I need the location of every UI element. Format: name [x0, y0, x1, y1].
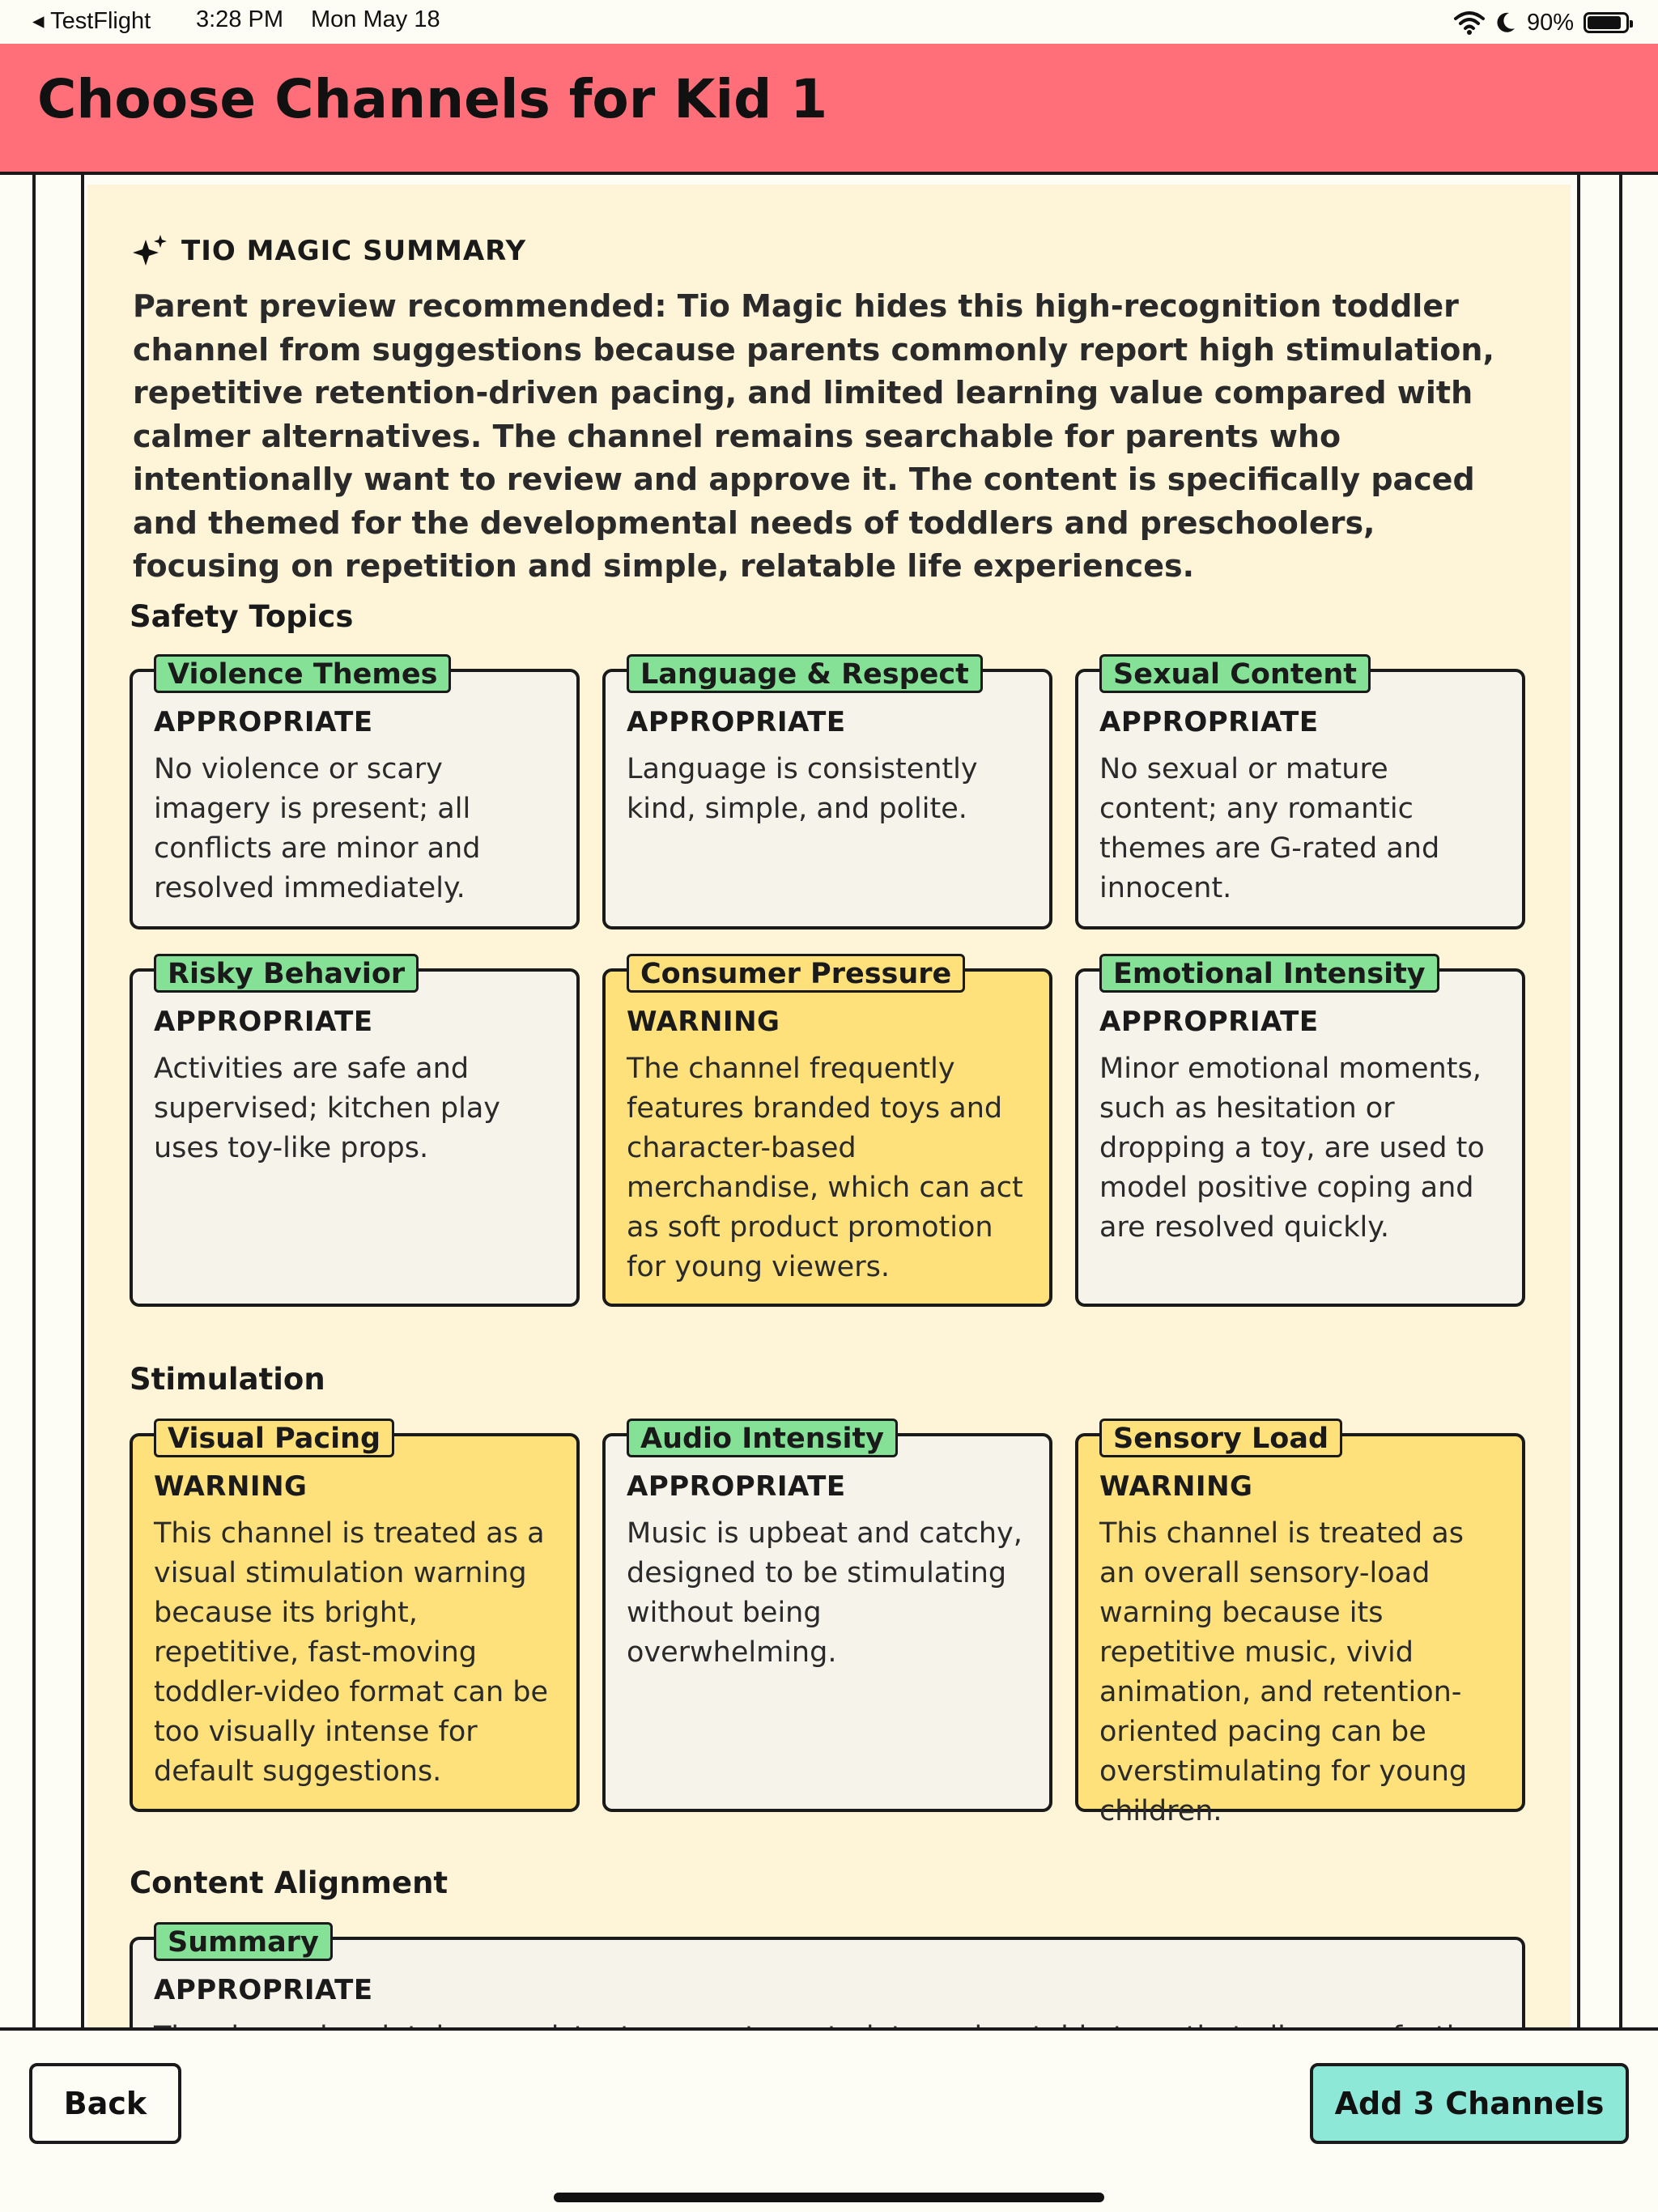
- card-status: WARNING: [1099, 1470, 1253, 1503]
- frame-right-inner: [1577, 175, 1580, 2029]
- add-channels-button[interactable]: Add 3 Channels: [1310, 2063, 1629, 2144]
- card-text: Activities are safe and supervised; kitchen play uses toy-like props.: [154, 1053, 500, 1164]
- card-text: This channel is treated as a visual stimulation warning because its bright, repetitive, fast-moving toddler-video format can be too visually intense for default suggestions.: [154, 1517, 549, 1788]
- card-audio-intensity: [602, 1423, 1052, 1812]
- status-bar: [0, 0, 1658, 44]
- card-visual-pacing: [130, 1423, 580, 1812]
- card-risky-behavior: [130, 958, 580, 1307]
- card-text: Language is consistently kind, simple, and polite.: [627, 753, 978, 825]
- card-violence-themes: [130, 658, 580, 929]
- frame-left-outer: [32, 175, 36, 2029]
- card-status: APPROPRIATE: [627, 706, 846, 738]
- wifi-icon: [1454, 11, 1485, 35]
- card-text: The channel frequently features branded toys and character-based merchandise, which can act as soft product promotion for young viewers.: [627, 1053, 1023, 1283]
- card-tag: Summary: [154, 1922, 333, 1961]
- card-language-respect: [602, 658, 1052, 929]
- card-sexual-content: [1075, 658, 1525, 929]
- card-text: No sexual or mature content; any romantic themes are G-rated and innocent.: [1099, 753, 1440, 904]
- card-tag: Violence Themes: [154, 654, 451, 693]
- back-to-testflight-link[interactable]: ◂ TestFlight: [32, 8, 151, 34]
- card-tag: Risky Behavior: [154, 954, 419, 993]
- card-tag: Visual Pacing: [154, 1419, 394, 1457]
- card-status: APPROPRIATE: [1099, 706, 1319, 738]
- status-indicators: [1454, 6, 1629, 39]
- card-tag: Language & Respect: [627, 654, 983, 693]
- home-indicator[interactable]: [554, 2193, 1104, 2202]
- card-status: APPROPRIATE: [154, 706, 373, 738]
- moon-icon: [1494, 11, 1517, 35]
- card-status: WARNING: [627, 1006, 780, 1038]
- magic-summary-title: TIO MAGIC SUMMARY: [181, 235, 527, 267]
- sparkle-icon: [133, 233, 168, 269]
- card-tag: Emotional Intensity: [1099, 954, 1439, 993]
- card-emotional-intensity: [1075, 958, 1525, 1307]
- card-tag: Consumer Pressure: [627, 954, 965, 993]
- card-status: APPROPRIATE: [627, 1470, 846, 1503]
- magic-summary-heading: [133, 233, 526, 269]
- safety-topics-title: Safety Topics: [130, 599, 354, 634]
- frame-left-inner: [81, 175, 84, 2029]
- card-status: APPROPRIATE: [154, 1006, 373, 1038]
- battery-level: [1588, 16, 1621, 29]
- card-text: Music is upbeat and catchy, designed to be stimulating without being overwhelming.: [627, 1517, 1022, 1669]
- card-tag: Audio Intensity: [627, 1419, 898, 1457]
- card-text: This channel is treated as an overall sensory-load warning because its repetitive music, vivid animation, and retention-oriented pacing can be overstimulating for young children.: [1099, 1517, 1468, 1827]
- bottom-action-bar: [0, 2027, 1658, 2212]
- card-status: APPROPRIATE: [1099, 1006, 1319, 1038]
- magic-summary-text: Parent preview recommended: Tio Magic hides this high-recognition toddler channel from suggestions because parents commonly report high stimulation, repetitive retention-driven pacing, and limited learning value compared with calmer alternatives. The channel remains searchable for parents who intentionally want to review and approve it. The content is specifically paced and themed for the developmental needs of toddlers and preschoolers, focusing on repetition and simple, relatable life experiences.: [133, 288, 1494, 584]
- battery-icon: [1584, 12, 1629, 33]
- content-alignment-title: Content Alignment: [130, 1865, 449, 1900]
- frame-right-outer: [1619, 175, 1622, 2029]
- status-date: Mon May 18: [311, 6, 440, 32]
- scroll-area[interactable]: [0, 175, 1658, 2029]
- card-text: Minor emotional moments, such as hesitation or dropping a toy, are used to model positive coping and are resolved quickly.: [1099, 1053, 1485, 1244]
- header: [0, 44, 1658, 175]
- stimulation-title: Stimulation: [130, 1362, 325, 1397]
- card-text: No violence or scary imagery is present; all conflicts are minor and resolved immediately.: [154, 753, 481, 904]
- card-consumer-pressure: [602, 958, 1052, 1307]
- card-status: APPROPRIATE: [154, 1974, 373, 2006]
- card-tag: Sensory Load: [1099, 1419, 1342, 1457]
- card-status: WARNING: [154, 1470, 308, 1503]
- battery-percent: 90%: [1526, 9, 1574, 36]
- card-sensory-load: [1075, 1423, 1525, 1827]
- page-title: Choose Channels for Kid 1: [37, 68, 828, 130]
- back-button[interactable]: Back: [29, 2063, 181, 2144]
- status-time: 3:28 PM: [196, 6, 283, 32]
- card-tag: Sexual Content: [1099, 654, 1371, 693]
- channel-detail-panel: [87, 185, 1571, 2128]
